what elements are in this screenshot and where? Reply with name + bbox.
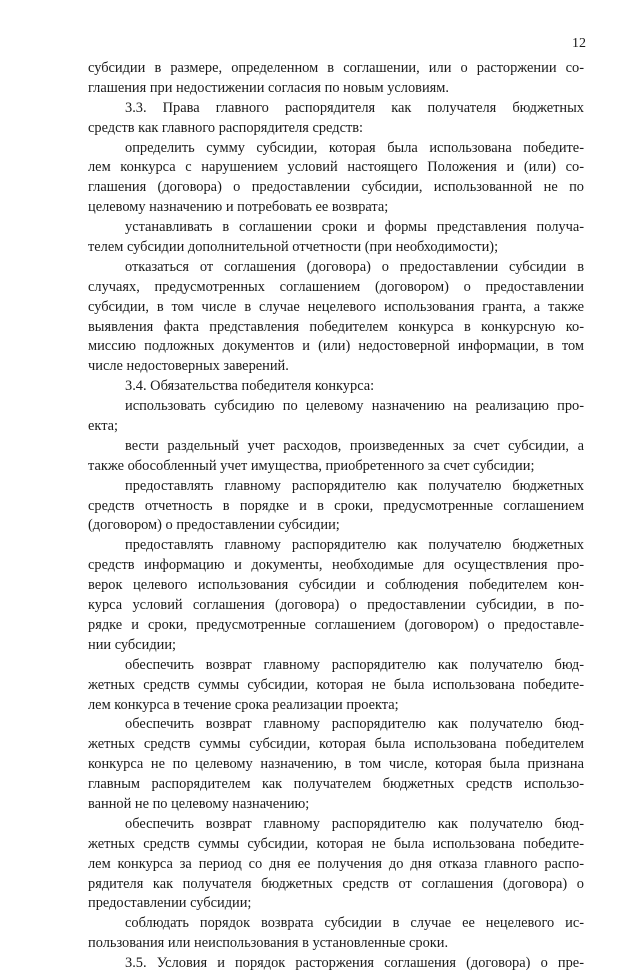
text-line: лем конкурса с нарушением условий настоящего Положения и (или) со- [88, 159, 584, 176]
text-line: ванной не по целевому назначению; [88, 795, 310, 812]
text-line: обеспечить возврат главному распорядителю как получателю бюд- [125, 716, 584, 733]
text-line: случаях, предусмотренных соглашением (договором) о предоставлении [88, 278, 584, 295]
text-line: лем конкурса за период со дня ее получения до дня отказа главного распо- [88, 855, 584, 872]
text-line: телем субсидии дополнительной отчетности (при необходимости); [88, 239, 499, 256]
text-line: курса условий соглашения (договора) о предоставлении субсидии, в по- [88, 597, 584, 614]
text-line: жетных средств суммы субсидии, которая не была использована победите- [88, 676, 584, 693]
text-line: жетных средств суммы субсидии, которая не была использована победите- [88, 835, 584, 852]
text-line: 3.3. Права главного распорядителя как получателя бюджетных [125, 99, 584, 116]
text-line: лем конкурса в течение срока реализации проекта; [88, 696, 399, 713]
text-line: рядке и сроки, предусмотренные соглашением (договором) о предоставле- [88, 616, 584, 633]
text-line: целевому назначению и потребовать ее возврата; [88, 199, 389, 216]
text-line: числе недостоверных заверений. [88, 358, 289, 375]
text-line: средств информацию и документы, необходимые для осуществления про- [88, 557, 584, 574]
text-line: обеспечить возврат главному распорядителю как получателю бюд- [125, 815, 584, 832]
text-line: глашения при недостижении согласия по новым условиям. [88, 79, 449, 96]
text-line: определить сумму субсидии, которая была использована победите- [125, 139, 584, 156]
text-line: соблюдать порядок возврата субсидии в случае ее нецелевого ис- [125, 915, 584, 932]
text-line: вести раздельный учет расходов, произведенных за счет субсидии, а [125, 437, 584, 454]
text-line: (договором) о предоставлении субсидии; [88, 517, 340, 534]
document-body [88, 59, 584, 974]
text-line: выявления факта представления победителем конкурса в конкурсную ко- [88, 318, 584, 335]
text-line: нии субсидии; [88, 636, 177, 653]
text-line: субсидии, в том числе в случае нецелевого использования гранта, а также [88, 298, 584, 315]
text-line: жетных средств суммы субсидии, которая была использована победителем [88, 736, 584, 753]
text-line: средств отчетность в порядке и в сроки, предусмотренные соглашением [88, 497, 584, 514]
text-line: главным распорядителем как получателем бюджетных средств использо- [88, 776, 584, 793]
page-number: 12 [572, 36, 586, 51]
text-line: екта; [88, 418, 119, 435]
text-line: 3.5. Условия и порядок расторжения соглашения (договора) о пре- [125, 955, 584, 972]
text-line: 3.4. Обязательства победителя конкурса: [125, 378, 375, 395]
text-line: устанавливать в соглашении сроки и формы представления получа- [125, 219, 584, 236]
text-line: пользования или неиспользования в установленные сроки. [88, 935, 449, 952]
text-line: конкурса не по целевому назначению, в том числе, которая была признана [88, 756, 584, 773]
text-line: предоставлять главному распорядителю как получателю бюджетных [125, 537, 584, 554]
text-line: предоставлять главному распорядителю как получателю бюджетных [125, 477, 584, 494]
text-line: отказаться от соглашения (договора) о предоставлении субсидии в [125, 258, 584, 275]
text-line: миссию подложных документов и (или) недостоверной информации, в том [88, 338, 584, 355]
text-line: верок целевого использования субсидии и соблюдения победителем кон- [88, 577, 584, 594]
text-line: средств как главного распорядителя средств: [88, 119, 364, 136]
text-line: глашения (договора) о предоставлении субсидии, использованной не по [88, 179, 584, 196]
text-line: также обособленный учет имущества, приобретенного за счет субсидии; [88, 457, 535, 474]
text-line: рядителя как получателя бюджетных средств от соглашения (договора) о [88, 875, 584, 892]
text-line: субсидии в размере, определенном в соглашении, или о расторжении со- [88, 60, 584, 76]
text-line: предоставлении субсидии; [88, 895, 252, 912]
text-line: использовать субсидию по целевому назначению на реализацию про- [125, 398, 584, 415]
text-line: обеспечить возврат главному распорядителю как получателю бюд- [125, 656, 584, 673]
